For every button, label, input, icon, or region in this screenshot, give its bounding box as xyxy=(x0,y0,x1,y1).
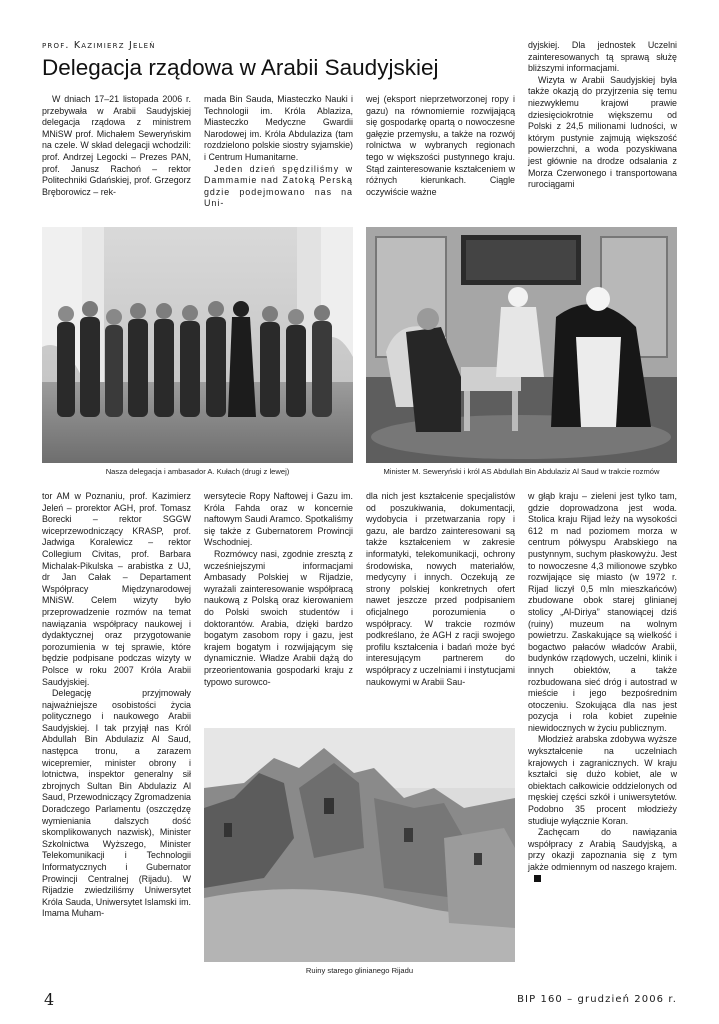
paragraph xyxy=(528,827,677,885)
delegation-photo xyxy=(42,227,353,463)
paragraph: mada Bin Sauda, Miasteczko Nauki i Technologii im. Króla Ablaziza, Miasteczko Medyczne Gwardii Narodowej im. Króla Abdulaziza (tam rozdzielono polskie siostry syjamskie) i Centrum Humanitarne. xyxy=(204,94,353,162)
paragraph: Jeden dzień spędziliśmy w Dammamie nad Zatoką Perską gdzie podejmowano nas na Uni- xyxy=(204,163,353,209)
meeting-photo xyxy=(366,227,677,463)
paragraph: wersytecie Ropy Naftowej i Gazu im. Króla Fahda oraz w koncernie naftowym Saudi Aramco. Spotkaliśmy się także z Gubernatorem Prowincji Wschodniej. xyxy=(204,491,353,548)
paragraph: Delegację przyjmowały najważniejsze osobistości życia politycznego i naukowego Arabii Saudyjskiej. I tak przyjął nas Król Abdullah Bin Abdulaziz Al Saud, następca tronu, a zarazem wicepremier, minister obrony i lotnictwa, inspektor generalny sił zbrojnych Sultan Bin Abdulaziz Al Saud, Przewodniczący Zgromadzenia Doradczego Parlamentu (oszczędzę wymieniania dalszych dość skomplikowanych nazwisk), Minister Szkolnictwa Wyższego, Minister Telekomunikacji i Technologii Informatycznych i Gubernator Prowincji Centralnej (Rijadu). W Rijadzie zwiedziliśmy Uniwersytet Króla Sauda, Uniwersytet Islamski im. Imama Muham- xyxy=(42,688,191,919)
paragraph: wej (eksport nieprzetworzonej ropy i gazu) na równomiernie rozwijającą się gospodarkę opartą o nowoczesne gałęzie przemysłu, a także na rozwój rolnictwa w wybranych regionach tego w większości pustynnego kraju. Stąd zainteresowanie kształceniem w różnych kierunkach. Ciągle oczywiście ważne xyxy=(366,94,515,197)
photo-caption: Nasza delegacja i ambasador A. Kułach (drugi z lewej) xyxy=(105,467,290,476)
paragraph: Młodzież arabska zdobywa wyższe wykształcenie na uczelniach krajowych i zagranicznych. W kraju kształci się dużo kobiet, ale w obiektach całkowicie oddzielonych od męskiej części szkół i uniwersytetów. Podobno 35 procent młodzieży studiuje wyłącznie Koran. xyxy=(528,734,677,826)
article-title: Delegacja rządowa w Arabii Saudyjskiej xyxy=(42,55,439,80)
closing-text: Zachęcam do nawiązania współpracy z Arabią Saudyjską, a przy okazji zapoznania się z tym jakże odmiennym od naszego krajem. xyxy=(528,827,677,872)
author-name: prof. Kazimierz Jeleń xyxy=(42,40,156,51)
top-column-1 xyxy=(42,94,191,198)
top-column-4 xyxy=(528,40,677,191)
top-column-2 xyxy=(204,94,353,210)
paragraph: dyjskiej. Dla jednostek Uczelni zainteresowanych tą sprawą służę bliższymi informacjami. xyxy=(528,40,677,74)
photo-caption: Ruiny starego glinianego Rijadu xyxy=(305,966,414,975)
paragraph: dla nich jest kształcenie specjalistów od poszukiwania, dokumentacji, wydobycia i przetwarzania ropy i gazu, ale bardzo zainteresowani są także kształceniem w zakresie informatyki, telekomunikacji, ochrony środowiska, nowych materiałów, medycyny i innych. Oczekują ze strony polskiej konkretnych ofert nawet jeszcze przed podpisaniem oficjalnego porozumienia o współpracy. W trakcie rozmów podkreślano, że AGH z racji swojego profilu kształcenia i badań może być interesującym partnerem do współpracy z uczelniami i instytucjami naukowymi w Arabii Sau- xyxy=(366,491,515,687)
ruins-photo xyxy=(204,728,515,962)
paragraph: Rozmówcy nasi, zgodnie zresztą z wcześniejszymi informacjami Ambasady Polskiej w Rijadzie, wyrażali zainteresowanie współpracą naukową z Polską oraz kierowaniem do Polski swoich studentów i doktorantów. Arabia, dzięki bardzo bogatym zasobom ropy i gazu, jest krajem bogatym i rozwijającym się dynamicznie. Władze Arabii dążą do przeorientowania gospodarki kraju z typowo surowco- xyxy=(204,548,353,687)
top-column-3 xyxy=(366,94,515,198)
paragraph: W dniach 17–21 listopada 2006 r. przebywała w Arabii Saudyjskiej delegacja rządowa z ministrem MNiSW prof. Michałem Seweryńskim na czele. W skład delegacji wchodzili: prof. Andrzej Legocki – Prezes PAN, prof. Janusz Rachoń – rektor Politechniki Gdańskiej, prof. Grzegorz Bręborowicz – rek- xyxy=(42,94,191,197)
bottom-column-1 xyxy=(42,491,191,920)
photo-caption: Minister M. Seweryński i król AS Abdullah Bin Abdulaziz Al Saud w trakcie rozmów xyxy=(383,467,660,476)
paragraph: tor AM w Poznaniu, prof. Kazimierz Jeleń – prorektor AGH, prof. Tomasz Borecki – rektor SGGW wiceprzewodniczący KRASP, prof. Jadwiga Koralewicz – rektor Collegium Civitas, prof. Barbara Michalak-Pikulska – arabistka z UJ, dr Jan Całak – Departament Współpracy Międzynarodowej MNiSW. Celem wizyty było przeprowadzenie rozmów na temat nawiązania współpracy naukowej i dydaktycznej oraz przygotowanie porozumienia w tej sprawie, które będzie podpisane podczas wizyty w Polsce w roku 2007 Króla Arabii Saudyjskiej. xyxy=(42,491,191,687)
paragraph: w głąb kraju – zieleni jest tylko tam, gdzie doprowadzona jest woda. Stolica kraju Rijad leży na wysokości 612 m nad poziomem morza w centrum półwyspu Arabskiego na pustynnym, suchym płaskowyżu. Jest to nowoczesne 4,3 milionowe szybko rozwijające się miasto (w 1972 r. Rijad liczył 0,5 mln mieszkańców) zbudowane obok starej glinianej stolicy „Al-Diriya” stanowiącej dziś (ruiny) muzeum na wolnym powietrzu. Zaskakujące są wielkość i bogactwo pałaców władców Arabii, budynków rządowych, uczelni, klinik i innych obiektów, a także rozbudowana sieć dróg i autostrad w mieście i jego bezpośrednim otoczeniu. Szokująca dla nas jest pozycja i rola kobiet zupełnie niewidocznych w życiu publicznym. xyxy=(528,491,677,733)
bottom-column-3 xyxy=(366,491,515,688)
paragraph: Wizyta w Arabii Saudyjskiej była także okazją do przyjrzenia się temu niezwykłemu krajowi prawie dziesięciokrotnie większemu od Polski z 24,5 milionami ludności, w którym pustynie zajmują większość powierzchni, a woda pozyskiwana jest głównie na drodze odsalania z Morza Czerwonego i transportowana rurociągami xyxy=(528,74,677,190)
end-of-article-mark xyxy=(534,875,541,882)
publication-info: BIP 160 – grudzień 2006 r. xyxy=(517,994,677,1005)
bottom-column-4 xyxy=(528,491,677,885)
page-number: 4 xyxy=(44,990,55,1009)
bottom-column-2 xyxy=(204,491,353,688)
